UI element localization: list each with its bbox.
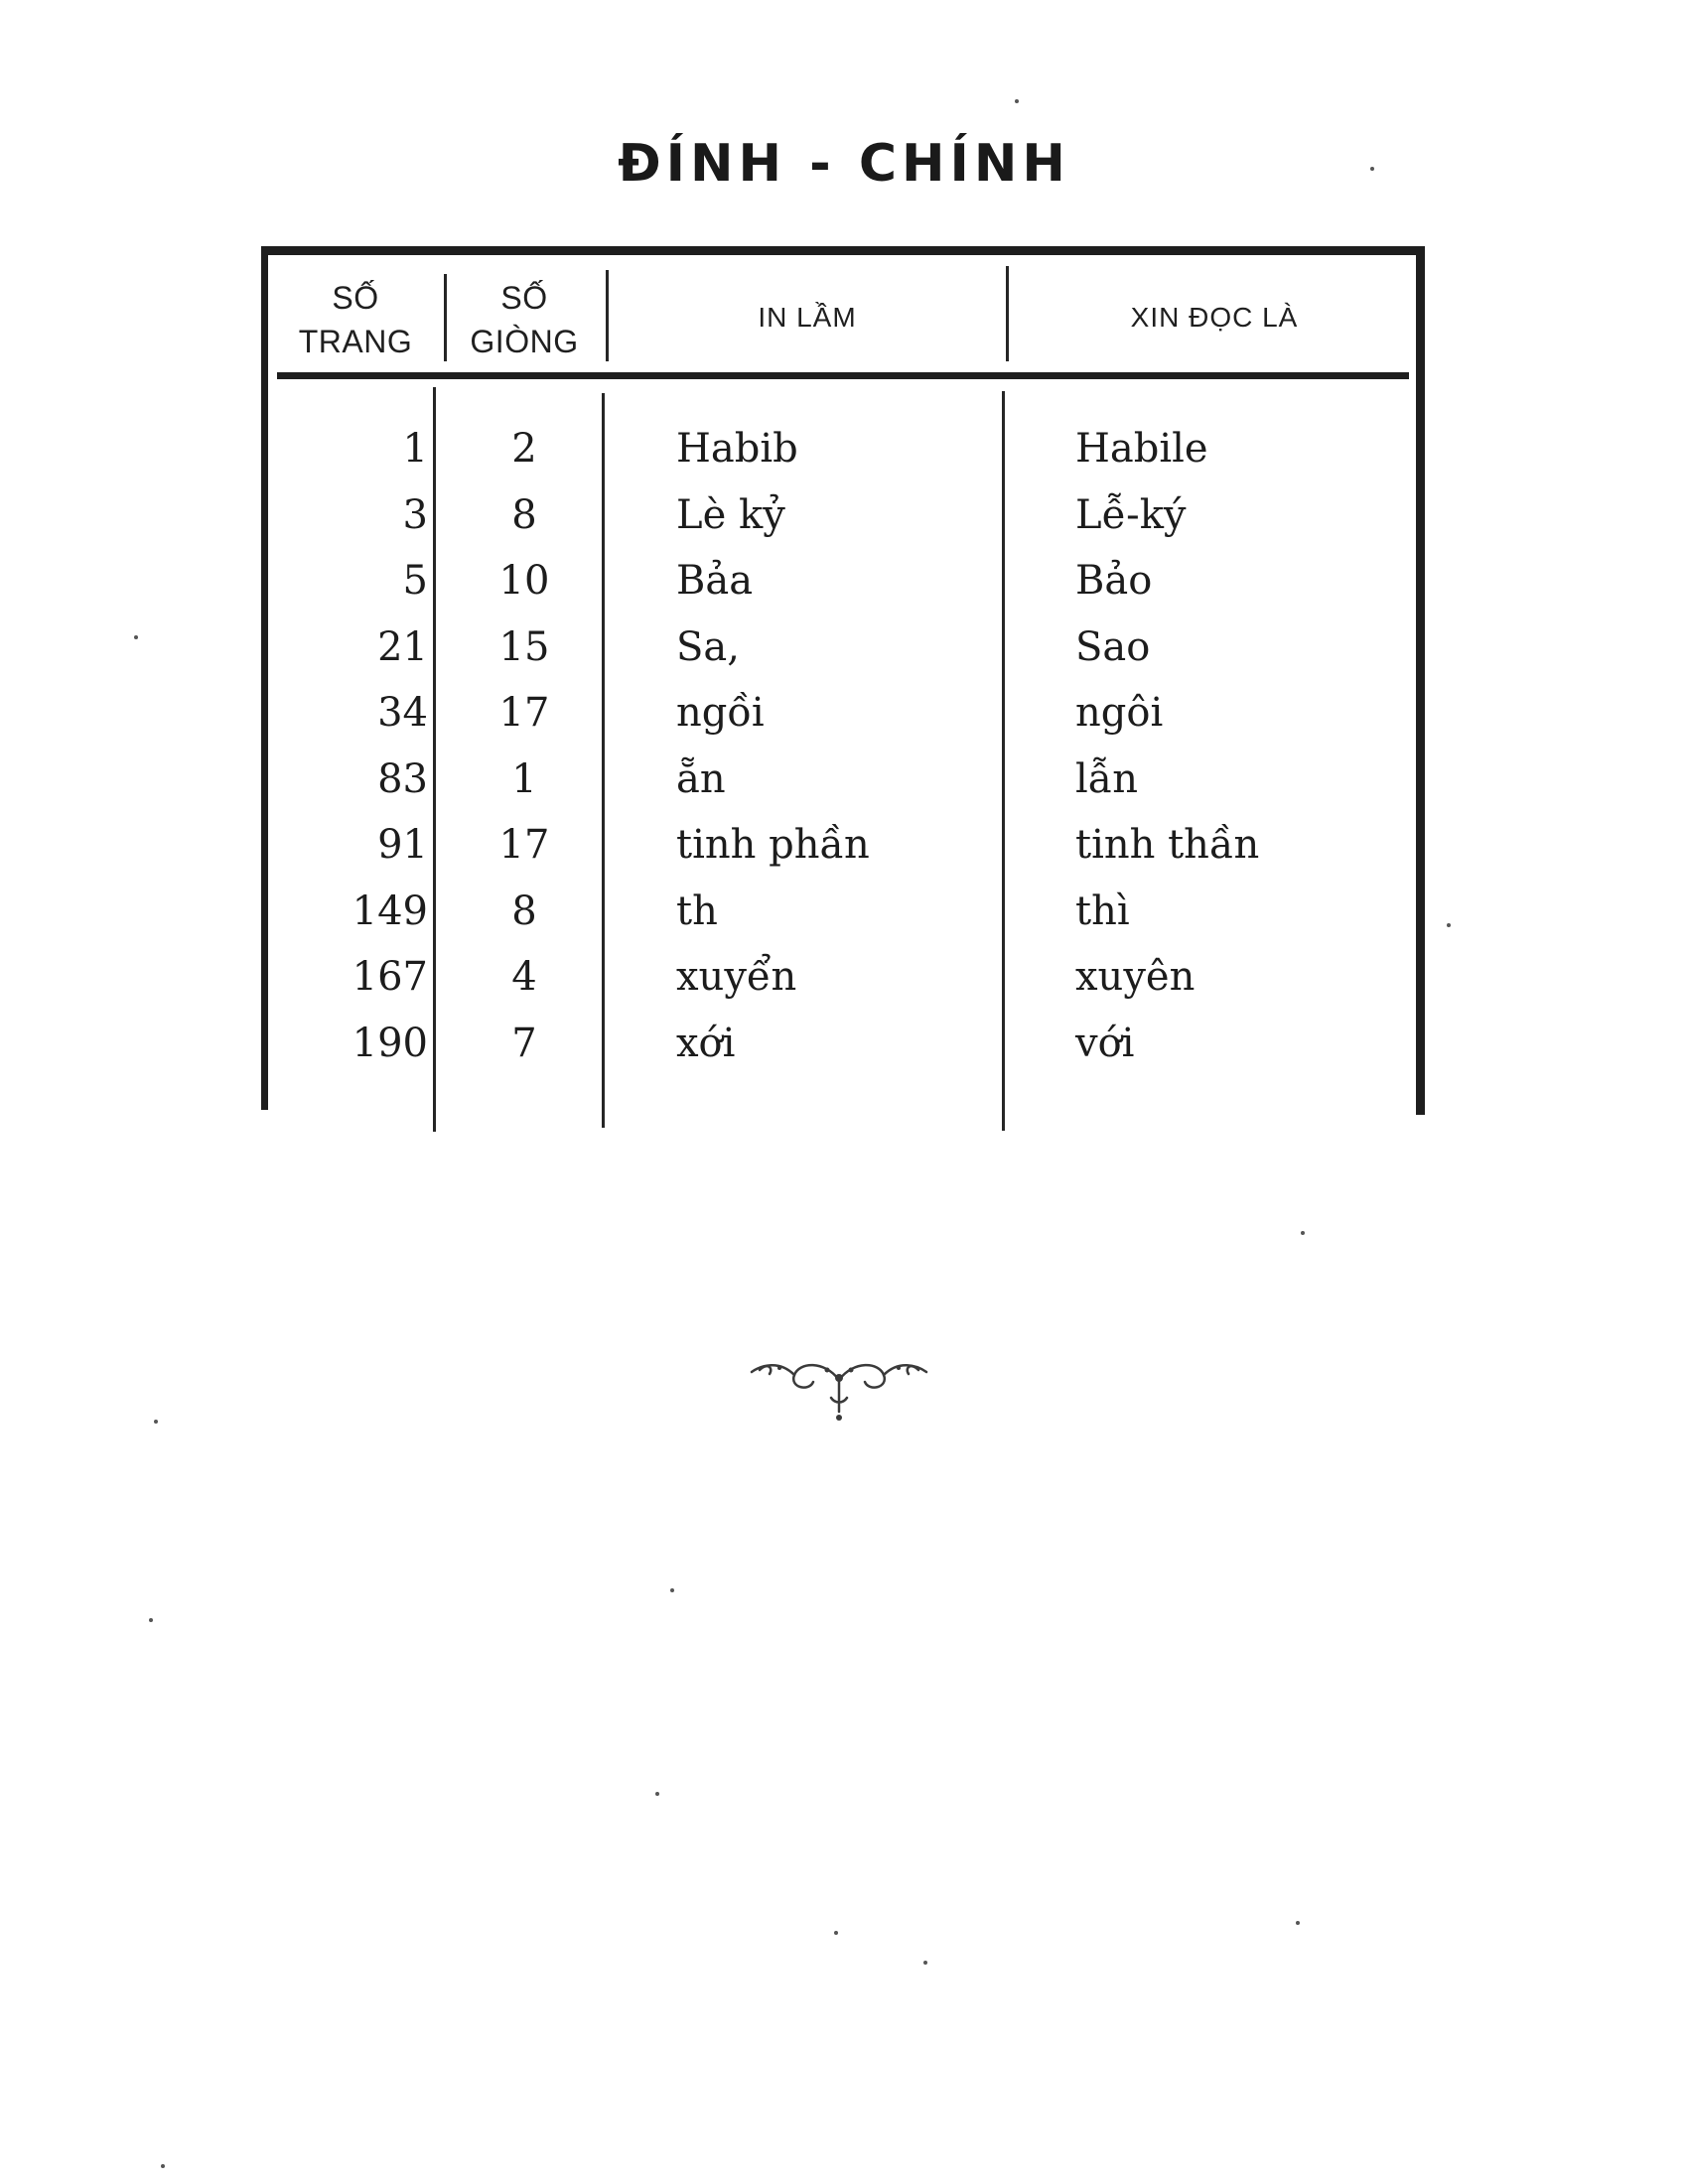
page-title: ĐÍNH - CHÍNH [618, 134, 1070, 194]
cell-line-no: 8 [511, 491, 537, 538]
cell-page-no: 83 [377, 755, 428, 802]
cell-printed: xuyển [676, 954, 797, 1000]
header-page-no [281, 276, 430, 363]
cell-line-no: 1 [511, 755, 537, 802]
cell-printed: th [676, 887, 718, 934]
header-page-no-line1: SỐ [332, 280, 379, 316]
cell-page-no: 149 [352, 887, 428, 934]
cell-correct: ngôi [1075, 690, 1164, 736]
header-line-no [450, 276, 599, 363]
scan-speck [1370, 167, 1374, 171]
scan-speck [1301, 1231, 1305, 1235]
header-divider [1006, 266, 1009, 361]
cell-line-no: 15 [498, 623, 550, 670]
cell-line-no: 17 [498, 822, 550, 868]
cell-printed: tinh phần [676, 822, 870, 868]
header-printed: IN LẦM [758, 302, 857, 333]
scan-speck [655, 1792, 659, 1796]
cell-line-no: 8 [511, 887, 537, 934]
errata-table [261, 246, 1425, 1110]
cell-printed: Habib [676, 426, 798, 472]
cell-correct: thì [1075, 887, 1130, 934]
body-divider [1002, 391, 1005, 1131]
scan-speck [1015, 99, 1019, 103]
cell-page-no: 190 [352, 1020, 428, 1066]
cell-printed: Sa, [676, 623, 740, 670]
header-correct: XIN ĐỌC LÀ [1130, 302, 1299, 333]
cell-printed: xới [676, 1020, 736, 1066]
header-bottom-rule [277, 372, 1409, 379]
cell-line-no: 7 [511, 1020, 537, 1066]
cell-printed: ẵn [676, 755, 726, 802]
body-divider [433, 387, 436, 1132]
cell-correct: Sao [1075, 623, 1151, 670]
scan-speck [161, 2164, 165, 2168]
cell-page-no: 34 [377, 690, 428, 736]
cell-line-no: 2 [511, 426, 537, 472]
header-line-no-line2: GIÒNG [470, 324, 579, 359]
cell-correct: xuyên [1075, 954, 1196, 1000]
cell-correct: tinh thần [1075, 822, 1260, 868]
scan-speck [149, 1618, 153, 1622]
table-top-rule [261, 246, 1425, 255]
cell-page-no: 1 [402, 426, 428, 472]
table-left-rule [261, 246, 268, 1110]
cell-line-no: 10 [498, 558, 550, 604]
header-divider [444, 274, 447, 361]
header-line-no-line1: SỐ [500, 280, 548, 316]
cell-printed: Lè kỷ [676, 491, 785, 538]
cell-page-no: 91 [377, 822, 428, 868]
cell-printed: ngồi [676, 690, 765, 736]
scan-speck [1447, 923, 1451, 927]
cell-printed: Bảa [676, 558, 754, 604]
scan-speck [154, 1420, 158, 1424]
cell-page-no: 5 [402, 558, 428, 604]
table-right-rule [1416, 246, 1425, 1115]
scan-speck [670, 1588, 674, 1592]
cell-correct: Lễ-ký [1075, 491, 1187, 538]
header-divider [606, 270, 609, 361]
scan-speck [134, 635, 138, 639]
cell-page-no: 167 [352, 954, 428, 1000]
cell-correct: lẫn [1075, 755, 1139, 802]
scan-speck [834, 1931, 838, 1935]
cell-line-no: 17 [498, 690, 550, 736]
floral-ornament-icon [740, 1340, 938, 1430]
cell-page-no: 21 [377, 623, 428, 670]
body-divider [602, 393, 605, 1128]
cell-correct: với [1075, 1020, 1135, 1066]
cell-correct: Bảo [1075, 558, 1153, 604]
cell-page-no: 3 [402, 491, 428, 538]
cell-correct: Habile [1075, 426, 1208, 472]
scan-speck [1296, 1921, 1300, 1925]
header-page-no-line2: TRANG [298, 324, 413, 359]
cell-line-no: 4 [511, 954, 537, 1000]
scan-speck [923, 1961, 927, 1965]
